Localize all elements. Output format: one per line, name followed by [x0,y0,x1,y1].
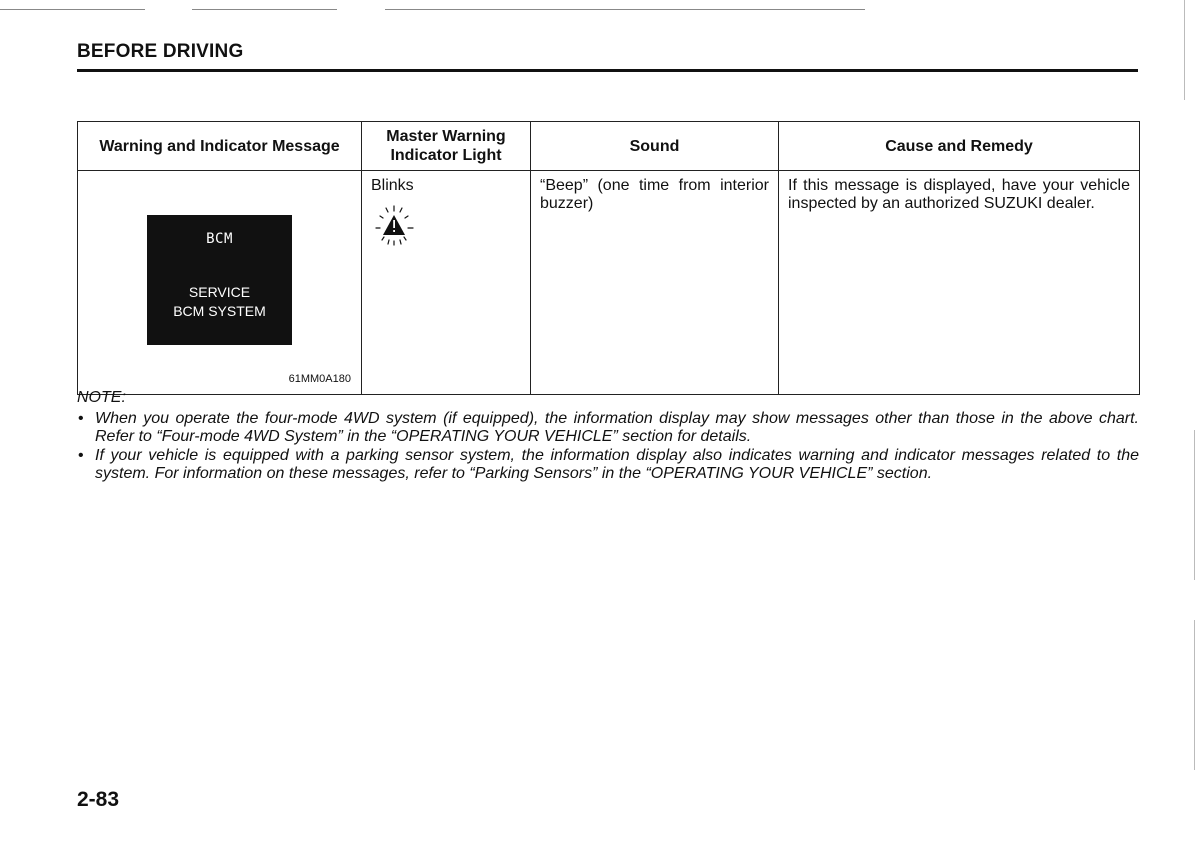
section-title: BEFORE DRIVING [77,41,244,62]
master-warning-triangle-icon [373,203,419,255]
figure-code: 61MM0A180 [288,373,351,385]
sound-cell: “Beep” (one time from interior buzzer) [531,171,779,395]
note-list [77,410,1139,484]
display-message [147,283,292,321]
column-header-message: Warning and Indicator Message [78,122,362,171]
indicator-state: Blinks [371,177,414,194]
note-item: • When you operate the four-mode 4WD system (if equipped), the information display may show messages other than those in the above chart. Refer to “Four-mode 4WD System” in the “OPERATING YOUR VEHICLE” section for details. [77,410,1139,446]
message-cell [78,171,362,395]
scan-line [385,9,865,10]
warning-message-table [77,121,1140,395]
table-row [78,171,1140,395]
display-message-line: BCM SYSTEM [173,303,266,319]
display-code: BCM [206,231,233,247]
scan-line [192,9,337,10]
scan-line [1194,620,1195,770]
table-header-row [78,122,1140,171]
column-header-remedy: Cause and Remedy [779,122,1140,171]
column-header-sound: Sound [531,122,779,171]
information-display-screen [147,215,292,345]
scan-line [0,9,145,10]
scan-line [1184,0,1185,100]
note-item: • If your vehicle is equipped with a parking sensor system, the information display also indicates warning and indicator messages related to the system. For information on these messages, refer to “Parking Sensors” in the “OPERATING YOUR VEHICLE” section. [77,447,1139,483]
column-header-indicator: Master Warning Indicator Light [362,122,531,171]
remedy-cell: If this message is displayed, have your vehicle inspected by an authorized SUZUKI dealer. [779,171,1140,395]
display-message-line: SERVICE [188,284,251,300]
scan-line [1194,430,1195,580]
page-number: 2-83 [77,788,120,811]
note-label: NOTE: [77,389,126,406]
indicator-cell [362,171,531,395]
title-rule [77,69,1138,72]
